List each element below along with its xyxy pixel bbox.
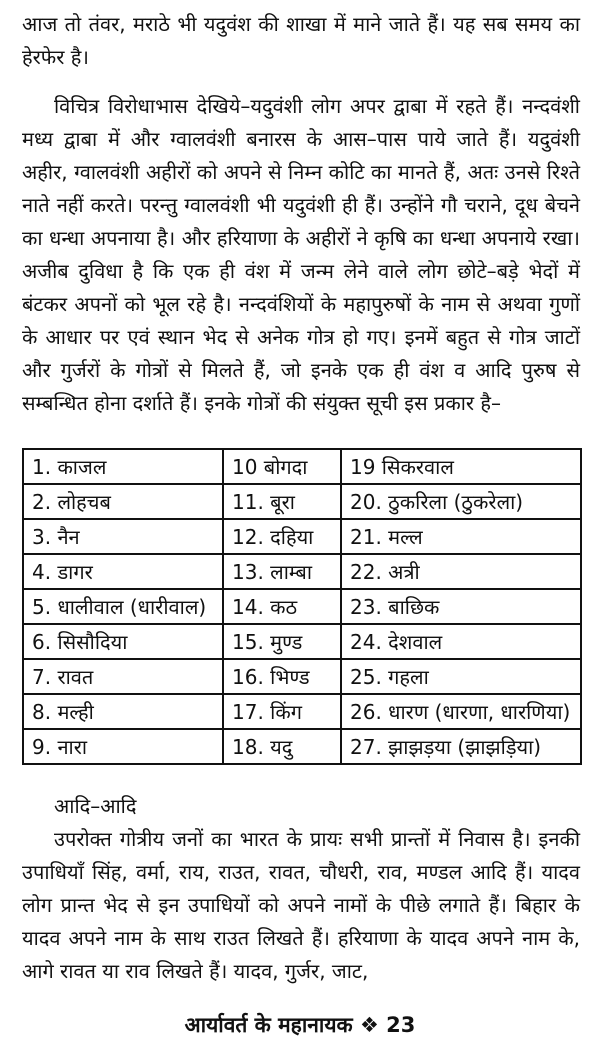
- gotra-row: [23, 659, 581, 694]
- gotra-cell: 12. दहिया: [223, 519, 341, 554]
- gotra-cell: 7. रावत: [23, 659, 223, 694]
- page-footer: [0, 1010, 600, 1040]
- gotra-cell: 18. यदु: [223, 729, 341, 764]
- gotra-cell: 20. ठुकरिला (ठुकरेला): [341, 484, 581, 519]
- gotra-cell: 13. लाम्बा: [223, 554, 341, 589]
- gotra-table: [22, 448, 582, 765]
- footer-page-number: 23: [386, 1013, 416, 1037]
- gotra-row: [23, 554, 581, 589]
- gotra-cell: 23. बाछिक: [341, 589, 581, 624]
- footer-book-title: आर्यावर्त के महानायक: [184, 1013, 353, 1037]
- gotra-cell: 9. नारा: [23, 729, 223, 764]
- gotra-row: [23, 449, 581, 484]
- gotra-cell: 5. धालीवाल (धारीवाल): [23, 589, 223, 624]
- gotra-row: [23, 484, 581, 519]
- gotra-cell: 22. अत्री: [341, 554, 581, 589]
- gotra-cell: 24. देशवाल: [341, 624, 581, 659]
- footer-ornament-icon: ❖: [359, 1013, 379, 1037]
- paragraph-contradiction: विचित्र विरोधाभास देखिये–यदुवंशी लोग अपर द्वाबा में रहते हैं। नन्दवंशी मध्य द्वाबा में और ग्वालवंशी बनारस के आस–पास पाये जाते हैं। यदुवंशी अहीर, ग्वालवंशी अहीरों को अपने से निम्न कोटि का मानते हैं, अतः उनसे रिश्ते नाते नहीं करते। परन्तु ग्वालवंशी भी यदुवंशी ही हैं। उन्होंने गौ चराने, दूध बेचने का धन्धा अपनाया है। और हरियाणा के अहीरों ने कृषि का धन्धा अपनाये रखा। अजीब दुविधा है कि एक ही वंश में जन्म लेने वाले लोग छोटे–बड़े भेदों में बंटकर अपनों को भूल रहे है। नन्दवंशियों के महापुरुषों के नाम से अथवा गुणों के आधार पर एवं स्थान भेद से अनेक गोत्र हो गए। इनमें बहुत से गोत्र जाटों और गुर्जरों के गोत्रों से मिलते हैं, जो इनके एक ही वंश व आदि पुरुष से सम्बन्धित होना दर्शाते हैं। इनके गोत्रों की संयुक्त सूची इस प्रकार है–: [22, 94, 580, 415]
- gotra-row: [23, 519, 581, 554]
- paragraph-titles: उपरोक्त गोत्रीय जनों का भारत के प्रायः सभी प्रान्तों में निवास है। इनकी उपाधियाँ सिंह, वर्मा, राय, राउत, रावत, चौधरी, राव, मण्डल आदि हैं। यादव लोग प्रान्त भेद से इन उपाधियों को अपने नामों के पीछे लगाते हैं। बिहार के यादव अपने नाम के साथ राउत लिखते हैं। हरियाणा के यादव अपने नाम के, आगे रावत या राव लिखते हैं। यादव, गुर्जर, जाट,: [22, 827, 580, 983]
- gotra-cell: 15. मुण्ड: [223, 624, 341, 659]
- gotra-cell: 21. मल्ल: [341, 519, 581, 554]
- gotra-cell: 10 बोगदा: [223, 449, 341, 484]
- gotra-cell: 1. काजल: [23, 449, 223, 484]
- gotra-cell: 14. कठ: [223, 589, 341, 624]
- gotra-cell: 3. नैन: [23, 519, 223, 554]
- gotra-row: [23, 694, 581, 729]
- gotra-cell: 27. झाझड़या (झाझड़िया): [341, 729, 581, 764]
- paragraph-intro: आज तो तंवर, मराठे भी यदुवंश की शाखा में माने जाते हैं। यह सब समय का हेरफेर है।: [22, 12, 580, 69]
- gotra-cell: 11. बूरा: [223, 484, 341, 519]
- gotra-row: [23, 589, 581, 624]
- gotra-cell: 6. सिसौदिया: [23, 624, 223, 659]
- gotra-cell: 26. धारण (धारणा, धारणिया): [341, 694, 581, 729]
- gotra-row: [23, 729, 581, 764]
- gotra-cell: 25. गहला: [341, 659, 581, 694]
- gotra-cell: 8. मल्ही: [23, 694, 223, 729]
- gotra-table-body: [23, 449, 581, 764]
- gotra-cell: 17. किंग: [223, 694, 341, 729]
- gotra-cell: 4. डागर: [23, 554, 223, 589]
- gotra-cell: 16. भिण्ड: [223, 659, 341, 694]
- gotra-cell: 19 सिकरवाल: [341, 449, 581, 484]
- gotra-cell: 2. लोहचब: [23, 484, 223, 519]
- etcetera-line: आदि–आदि: [54, 794, 137, 818]
- gotra-row: [23, 624, 581, 659]
